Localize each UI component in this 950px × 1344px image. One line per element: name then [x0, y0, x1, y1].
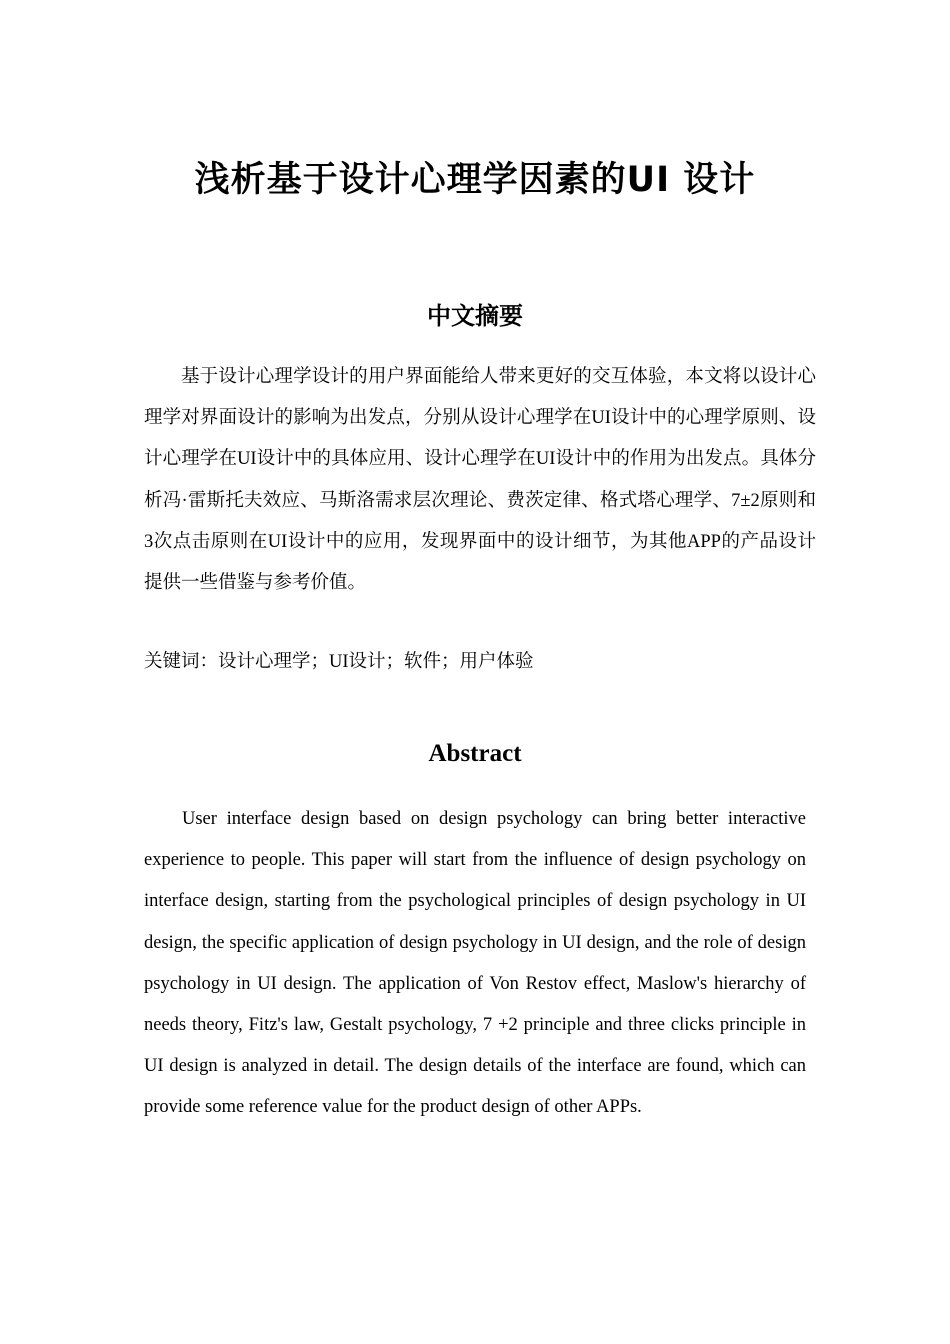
paper-title: 浅析基于设计心理学因素的UI 设计 — [194, 160, 756, 200]
keywords-line: 关键词：设计心理学；UI设计；软件；用户体验 — [144, 652, 534, 672]
chinese-abstract-body: 基于设计心理学设计的用户界面能给人带来更好的交互体验，本文将以设计心理学对界面设计的影响为出发点，分别从设计心理学在UI设计中的心理学原则、设计心理学在UI设计中的具体应用、设计心理学在UI设计中的作用为出发点。具体分析冯·雷斯托夫效应、马斯洛需求层次理论、费茨定律、格式塔心理学、7±2原则和3次点击原则在UI设计中的应用，发现界面中的设计细节，为其他APP的产品设计提供一些借鉴与参考价值。 — [144, 367, 816, 594]
english-abstract-heading: Abstract — [428, 740, 522, 767]
english-abstract-body: User interface design based on design psychology can bring better interactive experience to people. This paper will start from the influence of design psychology on interface design, starting from the psychological principles of design psychology in UI design, the specific application of design psychology in UI design, and the role of design psychology in UI design. The application of Von Restov effect, Maslow's hierarchy of needs theory, Fitz's law, Gestalt psychology, 7 +2 principle and three clicks principle in UI design is analyzed in detail. The design details of the interface are found, which can provide some reference value for the product design of other APPs. — [144, 809, 806, 1118]
chinese-abstract-heading: 中文摘要 — [427, 302, 523, 330]
